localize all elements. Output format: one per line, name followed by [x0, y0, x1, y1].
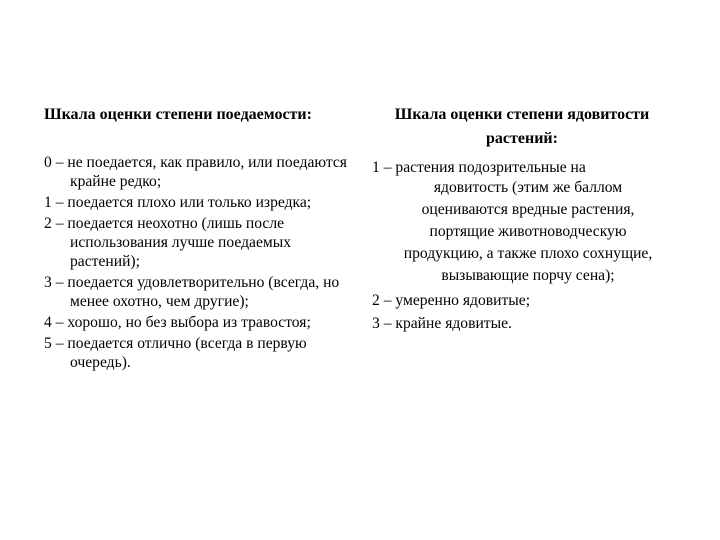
- toxicity-list: [372, 158, 672, 333]
- list-item: 2 – поедается неохотно (лишь после использования лучше поедаемых растений);: [44, 215, 292, 270]
- palatability-list: [44, 153, 364, 372]
- toxicity-scale: [372, 103, 672, 337]
- list-item: 5 – поедается отлично (всегда в первую очередь).: [44, 335, 307, 371]
- list-item: 4 – хорошо, но без выбора из травостоя;: [44, 314, 311, 331]
- list-item: 0 – не поедается, как правило, или поедаются крайне редко;: [44, 154, 347, 190]
- list-item: 1 – поедается плохо или только изредка;: [44, 194, 312, 211]
- list-item: 3 – крайне ядовитые.: [372, 315, 512, 332]
- list-item-lead: 1 – растения подозрительные на: [372, 159, 586, 176]
- list-item: 3 – поедается удовлетворительно (всегда, но менее охотно, чем другие);: [44, 274, 340, 310]
- list-item: [372, 158, 672, 287]
- toxicity-heading: Шкала оценки степени ядовитости растений:: [394, 106, 650, 147]
- palatability-heading: Шкала оценки степени поедаемости:: [44, 106, 312, 123]
- list-item-continuation: ядовитость (этим же баллом оцениваются вредные растения, портящие животноводческую продукцию, а также плохо сохнущие, вызывающие порчу сена);: [403, 179, 653, 284]
- palatability-scale: [44, 103, 364, 374]
- list-item: 2 – умеренно ядовитые;: [372, 292, 531, 309]
